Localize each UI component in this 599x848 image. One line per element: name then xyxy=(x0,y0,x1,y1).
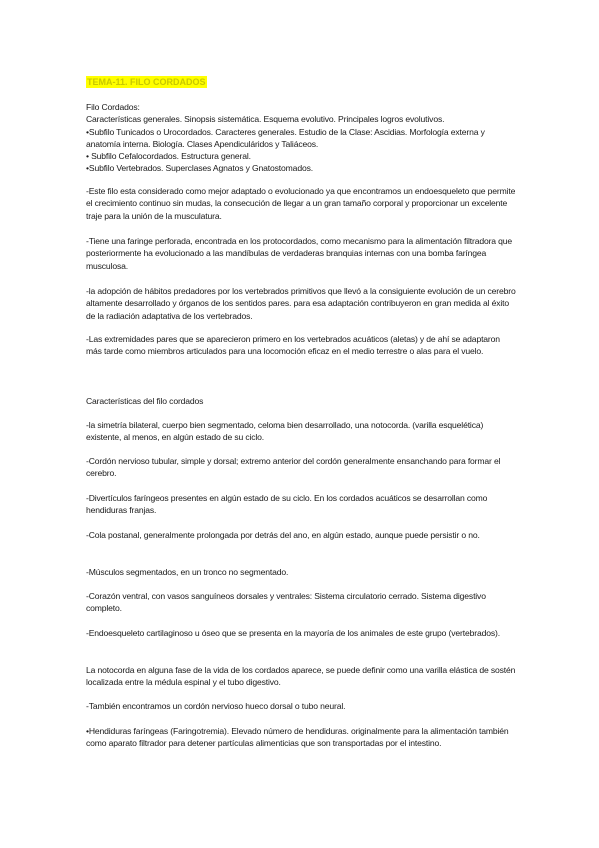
paragraph: -Tiene una faringe perforada, encontrada en los protocordados, como mecanismo para la alimentación filtradora que posteriormente ha evolucionado a las mandíbulas de verdaderas branquias internas con una bomba faríngea musculosa. xyxy=(86,236,513,271)
characteristic-item: •Hendiduras faríngeas (Faringotremia). Elevado número de hendiduras. originalmente para la alimentación también como aparato filtrador para detener partículas alimenticias que son transportadas por el intestino. xyxy=(86,726,509,749)
syllabus-line: Filo Cordados: xyxy=(86,102,140,112)
section-heading: Características del filo cordados xyxy=(86,396,204,406)
syllabus-line: •Subfilo Vertebrados. Superclases Agnatos y Gnatostomados. xyxy=(86,163,313,174)
syllabus-line: •Subfilo Tunicados o Urocordados. Caracteres generales. Estudio de la Clase: Ascidias. Morfología externa y anatomía interna. Biología. Clases Apendiculáridos y Taliáceos. xyxy=(86,126,485,149)
document-title: TEMA-11. FILO CORDADOS xyxy=(87,77,206,87)
characteristic-item: -Cola postanal, generalmente prolongada por detrás del ano, en algún estado, aunque puede persistir o no. xyxy=(86,530,480,540)
characteristic-item: -Corazón ventral, con vasos sanguíneos dorsales y ventrales: Sistema circulatorio cerrado. Sistema digestivo completo. xyxy=(86,591,486,614)
syllabus xyxy=(86,101,516,175)
characteristic-item: -la simetría bilateral, cuerpo bien segmentado, celoma bien desarrollado, una notocorda. (varilla esquelética) existente, al menos, en algún estado de su ciclo. xyxy=(86,420,484,443)
characteristic-item: -Divertículos faríngeos presentes en algún estado de su ciclo. En los cordados acuáticos se desarrollan como hendiduras franjas. xyxy=(86,493,488,516)
characteristic-item: -Endoesqueleto cartilaginoso u óseo que se presenta en la mayoría de los animales de este grupo (vertebrados). xyxy=(86,628,500,638)
paragraph: -Las extremidades pares que se aparecieron primero en los vertebrados acuáticos (aletas) y de ahí se adaptaron más tarde como miembros articulados para una locomoción eficaz en el medio terrestre o alas para el vuelo. xyxy=(86,334,500,357)
paragraph: -Este filo esta considerado como mejor adaptado o evolucionado ya que encontramos un endoesqueleto que permite el crecimiento continuo sin mudas, la consecución de llegar a un gran tamaño corporal y proporcionar un excelente traje para la unión de la musculatura. xyxy=(86,186,516,221)
syllabus-line: Características generales. Sinopsis sistemática. Esquema evolutivo. Principales logros evolutivos. xyxy=(86,114,445,125)
characteristic-item: -También encontramos un cordón nervioso hueco dorsal o tubo neural. xyxy=(86,701,346,711)
paragraph: -la adopción de hábitos predadores por los vertebrados primitivos que llevó a la consiguiente evolución de un cerebro altamente desarrollado y órganos de los sentidos pares. para esa adaptación contribuyeron en gran medida al éxito de la radiación adaptativa de los vertebrados. xyxy=(86,286,516,321)
characteristic-item: -Músculos segmentados, en un tronco no segmentado. xyxy=(86,567,289,577)
syllabus-line: • Subfilo Cefalocordados. Estructura general. xyxy=(86,151,251,162)
characteristic-item: -Cordón nervioso tubular, simple y dorsal; extremo anterior del cordón generalmente ensanchando para formar el cerebro. xyxy=(86,456,501,479)
notocorda-paragraph: La notocorda en alguna fase de la vida de los cordados aparece, se puede definir como una varilla elástica de sostén localizada entre la médula espinal y el tubo digestivo. xyxy=(86,665,516,688)
